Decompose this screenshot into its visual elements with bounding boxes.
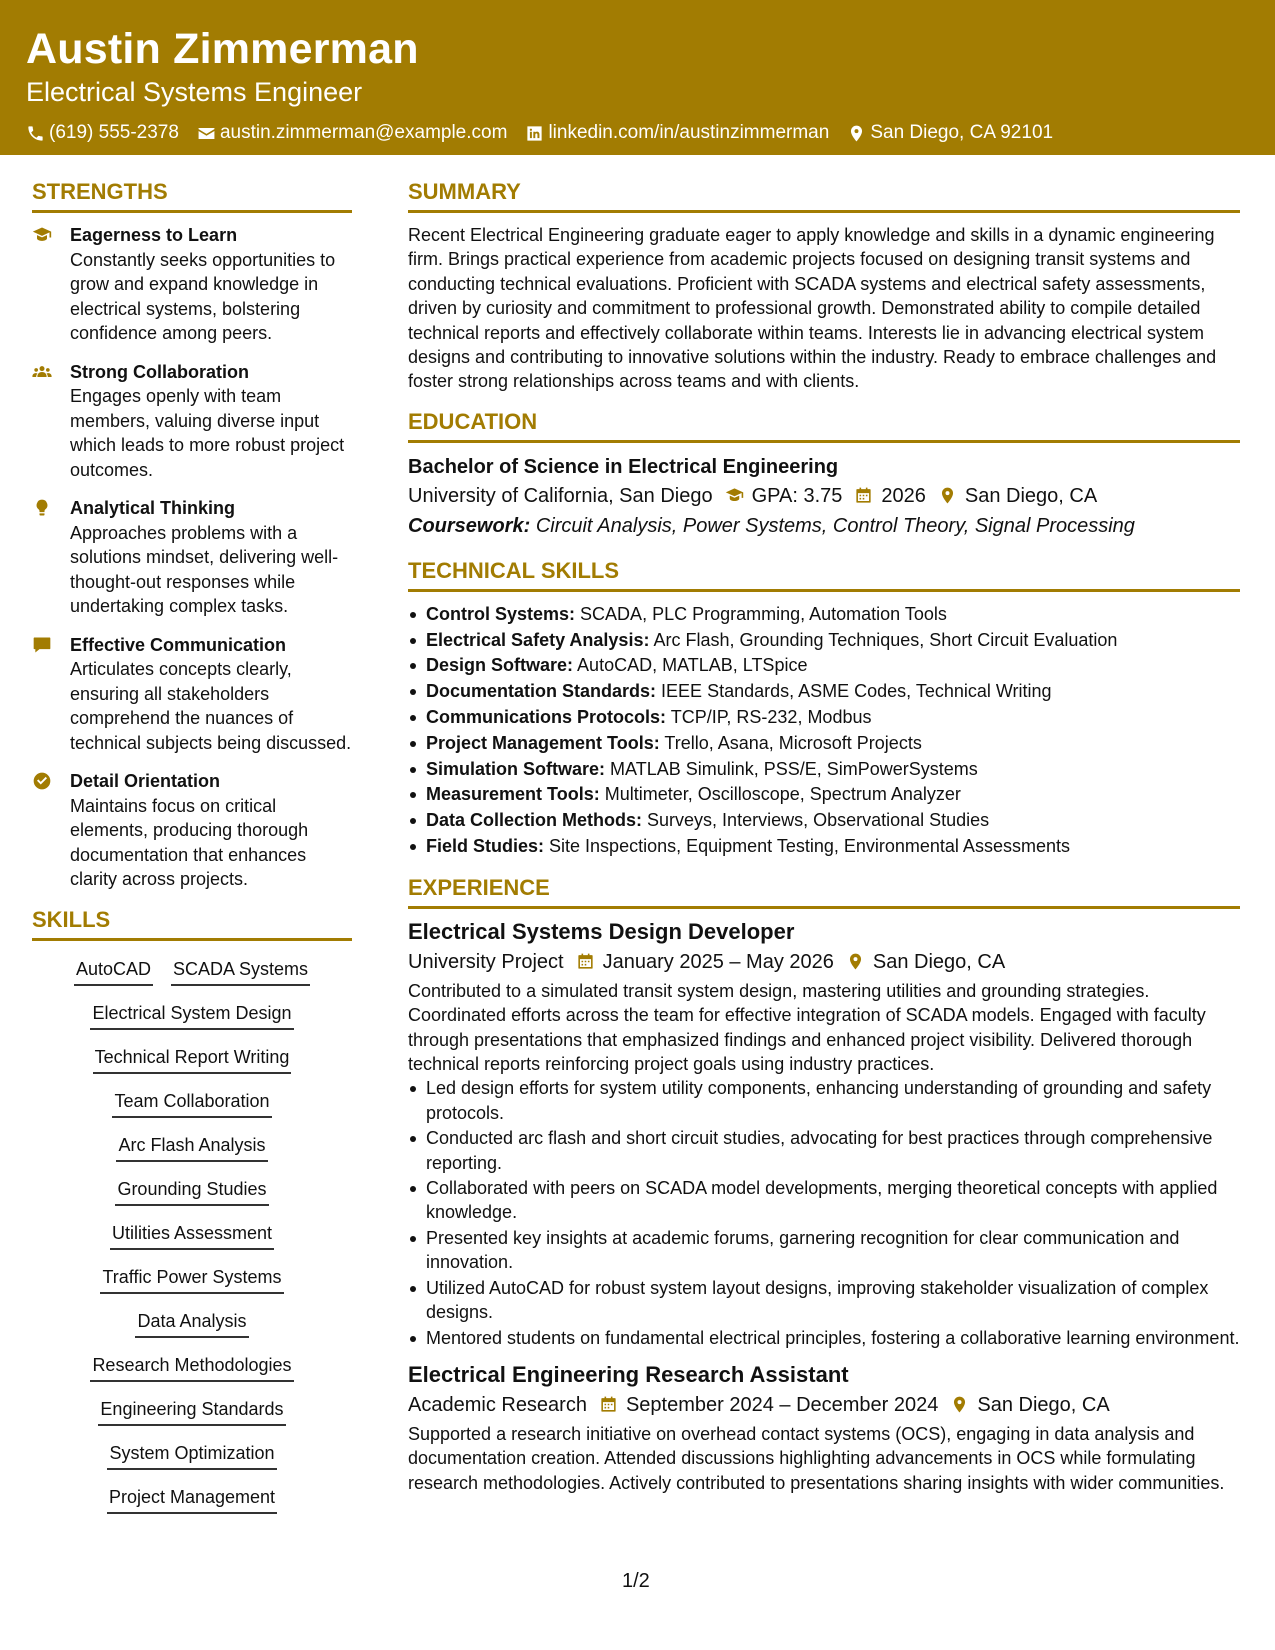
job-entry [408,917,1240,1350]
job-dates: September 2024 – December 2024 [625,1393,939,1416]
skill-tag: AutoCAD [74,957,153,986]
list-item [408,679,1240,705]
skill-tag: System Optimization [107,1441,276,1470]
strength-item [32,360,352,483]
skill-category: Electrical Safety Analysis: [426,629,650,650]
calendar-icon [576,952,595,971]
technical-skills-list [408,602,1240,860]
strength-item [32,223,352,346]
skill-values: Multimeter, Oscilloscope, Spectrum Analyzer [604,784,961,805]
strength-item [32,633,352,756]
list-item: Mentored students on fundamental electrical principles, fostering a collaborative learning environment. [408,1326,1240,1350]
strength-heading: Eagerness to Learn [70,225,238,245]
map-marker-icon [846,952,865,971]
job-entry [408,1360,1240,1495]
education-heading: EDUCATION [408,408,1240,443]
strength-heading: Analytical Thinking [70,498,236,518]
technical-skills-heading: TECHNICAL SKILLS [408,557,1240,592]
list-item: Collaborated with peers on SCADA model developments, merging theoretical concepts with applied knowledge. [408,1176,1240,1225]
list-item: Conducted arc flash and short circuit studies, advocating for best practices through comprehensive reporting. [408,1126,1240,1175]
education-meta [408,481,1240,511]
education-location: San Diego, CA [964,484,1098,507]
calendar-icon [854,486,873,505]
job-location: San Diego, CA [977,1393,1110,1416]
contact-phone[interactable] [26,122,179,144]
envelope-icon [197,124,216,143]
list-item [408,705,1240,731]
list-item [408,653,1240,679]
job-description: Contributed to a simulated transit system design, mastering utilities and grounding strategies. Coordinated efforts across the team for effective integration of SCADA models. Engaged with faculty through presentations that emphasized findings and enhanced project visibility. Delivered thorough technical reports reinforcing project goals using industry practices. [408,980,1206,1075]
list-item [408,602,1240,628]
list-item [408,628,1240,654]
candidate-name: Austin Zimmerman [26,25,419,73]
job-location: San Diego, CA [872,950,1006,973]
lightbulb-icon [32,498,52,518]
job-title: Electrical Engineering Research Assistant [408,1361,849,1387]
job-meta [408,947,1240,977]
candidate-title: Electrical Systems Engineer [26,77,363,107]
job-title: Electrical Systems Design Developer [408,918,795,944]
skill-values: MATLAB Simulink, PSS/E, SimPowerSystems [610,758,978,779]
linkedin-text: linkedin.com/in/austinzimmerman [548,122,830,143]
strengths-heading: STRENGTHS [32,178,352,213]
strength-text: Engages openly with team members, valuing diverse input which leads to more robust project outcomes. [70,386,345,480]
resume-header [0,0,1275,155]
job-meta [408,1390,1240,1420]
skill-tag: Project Management [107,1485,277,1514]
check-circle-icon [32,771,52,791]
skill-category: Design Software: [426,655,574,676]
gpa-text: GPA: 3.75 [751,484,843,507]
strength-text: Constantly seeks opportunities to grow and expand knowledge in electrical systems, bolstering confidence among peers. [70,249,336,343]
skill-tag: Utilities Assessment [110,1221,274,1250]
contact-location [847,122,1053,144]
skill-tag: SCADA Systems [171,957,310,986]
strength-text: Approaches problems with a solutions mindset, delivering well-thought-out responses while undertaking complex tasks. [70,522,339,616]
summary-heading: SUMMARY [408,178,1240,213]
strength-text: Maintains focus on critical elements, producing thorough documentation that enhances clarity across projects. [70,795,309,889]
skill-values: TCP/IP, RS-232, Modbus [670,707,872,728]
linkedin-icon [525,124,544,143]
skill-tag: Engineering Standards [98,1397,285,1426]
skill-tag: Team Collaboration [112,1089,271,1118]
summary-text: Recent Electrical Engineering graduate eager to apply knowledge and skills in a dynamic engineering firm. Brings practical experience from academic projects focused on designing transit systems and conducting technical evaluations. Proficient with SCADA systems and electrical safety assessments, driven by curiosity and commitment to professional growth. Demonstrated ability to compile detailed technical reports and effectively collaborate within teams. Interests lie in advancing electrical system designs and contributing to innovative solutions within the industry. Ready to embrace challenges and foster strong relationships across teams and with clients. [408,225,1217,392]
contact-linkedin[interactable] [525,122,829,144]
skill-category: Measurement Tools: [426,784,600,805]
job-dates: January 2025 – May 2026 [602,950,834,973]
skill-values: Arc Flash, Grounding Techniques, Short Circuit Evaluation [653,629,1118,650]
list-item: Utilized AutoCAD for robust system layout designs, improving stakeholder visualization of complex designs. [408,1276,1240,1325]
skill-tag: Traffic Power Systems [100,1265,283,1294]
skill-values: Site Inspections, Equipment Testing, Environmental Assessments [549,836,1070,857]
coursework-text: Circuit Analysis, Power Systems, Control Theory, Signal Processing [535,514,1135,537]
strength-item [32,496,352,619]
job-description: Supported a research initiative on overhead contact systems (OCS), engaging in data analysis and documentation creation. Attended discussions highlighting advancements in OCS while formulating research methodologies. Actively contributed to presentations sharing insights with wider communities. [408,1423,1225,1493]
skill-tag: Technical Report Writing [93,1045,292,1074]
skill-tag: Data Analysis [135,1309,248,1338]
job-org: University Project [408,950,564,973]
list-item [408,731,1240,757]
strength-text: Articulates concepts clearly, ensuring all stakeholders comprehend the nuances of technical subjects being discussed. [70,659,352,753]
skill-values: IEEE Standards, ASME Codes, Technical Writing [661,681,1052,702]
left-column [32,178,352,1529]
experience-heading: EXPERIENCE [408,874,1240,909]
skill-tag: Arc Flash Analysis [116,1133,267,1162]
map-marker-icon [847,124,866,143]
strength-item [32,769,352,892]
strength-heading: Effective Communication [70,634,287,655]
skill-category: Data Collection Methods: [426,810,643,831]
phone-text: (619) 555-2378 [49,122,179,143]
skill-category: Field Studies: [426,836,545,857]
skill-category: Control Systems: [426,603,576,624]
graduation-cap-icon [32,225,52,245]
skill-values: Trello, Asana, Microsoft Projects [664,732,922,753]
graduation-year: 2026 [881,484,926,507]
skill-category: Communications Protocols: [426,707,667,728]
graduation-cap-icon [725,486,744,505]
right-column [408,178,1240,1495]
strength-heading: Detail Orientation [70,771,221,791]
phone-icon [26,124,45,143]
list-item: Presented key insights at academic forums, garnering recognition for clear communication and innovation. [408,1226,1240,1275]
list-item: Led design efforts for system utility components, enhancing understanding of grounding and safety protocols. [408,1076,1240,1125]
contact-bar [26,122,1249,144]
contact-email[interactable] [197,122,508,144]
skills-heading: SKILLS [32,906,352,941]
skill-values: Surveys, Interviews, Observational Studies [647,810,990,831]
job-org: Academic Research [408,1393,587,1416]
skills-list [32,957,352,1529]
job-bullets [408,1076,1240,1349]
comment-icon [32,635,52,655]
map-marker-icon [938,486,957,505]
coursework-label: Coursework: [408,514,531,537]
skill-tag: Research Methodologies [90,1353,293,1382]
email-text: austin.zimmerman@example.com [219,122,508,143]
list-item [408,808,1240,834]
page-number: 1/2 [622,1570,650,1592]
calendar-icon [599,1395,618,1414]
degree-title: Bachelor of Science in Electrical Engineering [408,455,839,478]
skill-category: Simulation Software: [426,758,606,779]
users-icon [32,362,52,382]
school-name: University of California, San Diego [408,484,713,507]
list-item [408,834,1240,860]
skill-values: SCADA, PLC Programming, Automation Tools [580,603,947,624]
skill-category: Documentation Standards: [426,681,657,702]
skill-values: AutoCAD, MATLAB, LTSpice [577,655,808,676]
list-item [408,757,1240,783]
location-text: San Diego, CA 92101 [870,122,1054,143]
skill-tag: Electrical System Design [90,1001,293,1030]
list-item [408,782,1240,808]
skill-category: Project Management Tools: [426,732,660,753]
strength-heading: Strong Collaboration [70,361,249,382]
coursework-line [408,511,1240,541]
skill-tag: Grounding Studies [115,1177,268,1206]
map-marker-icon [950,1395,969,1414]
